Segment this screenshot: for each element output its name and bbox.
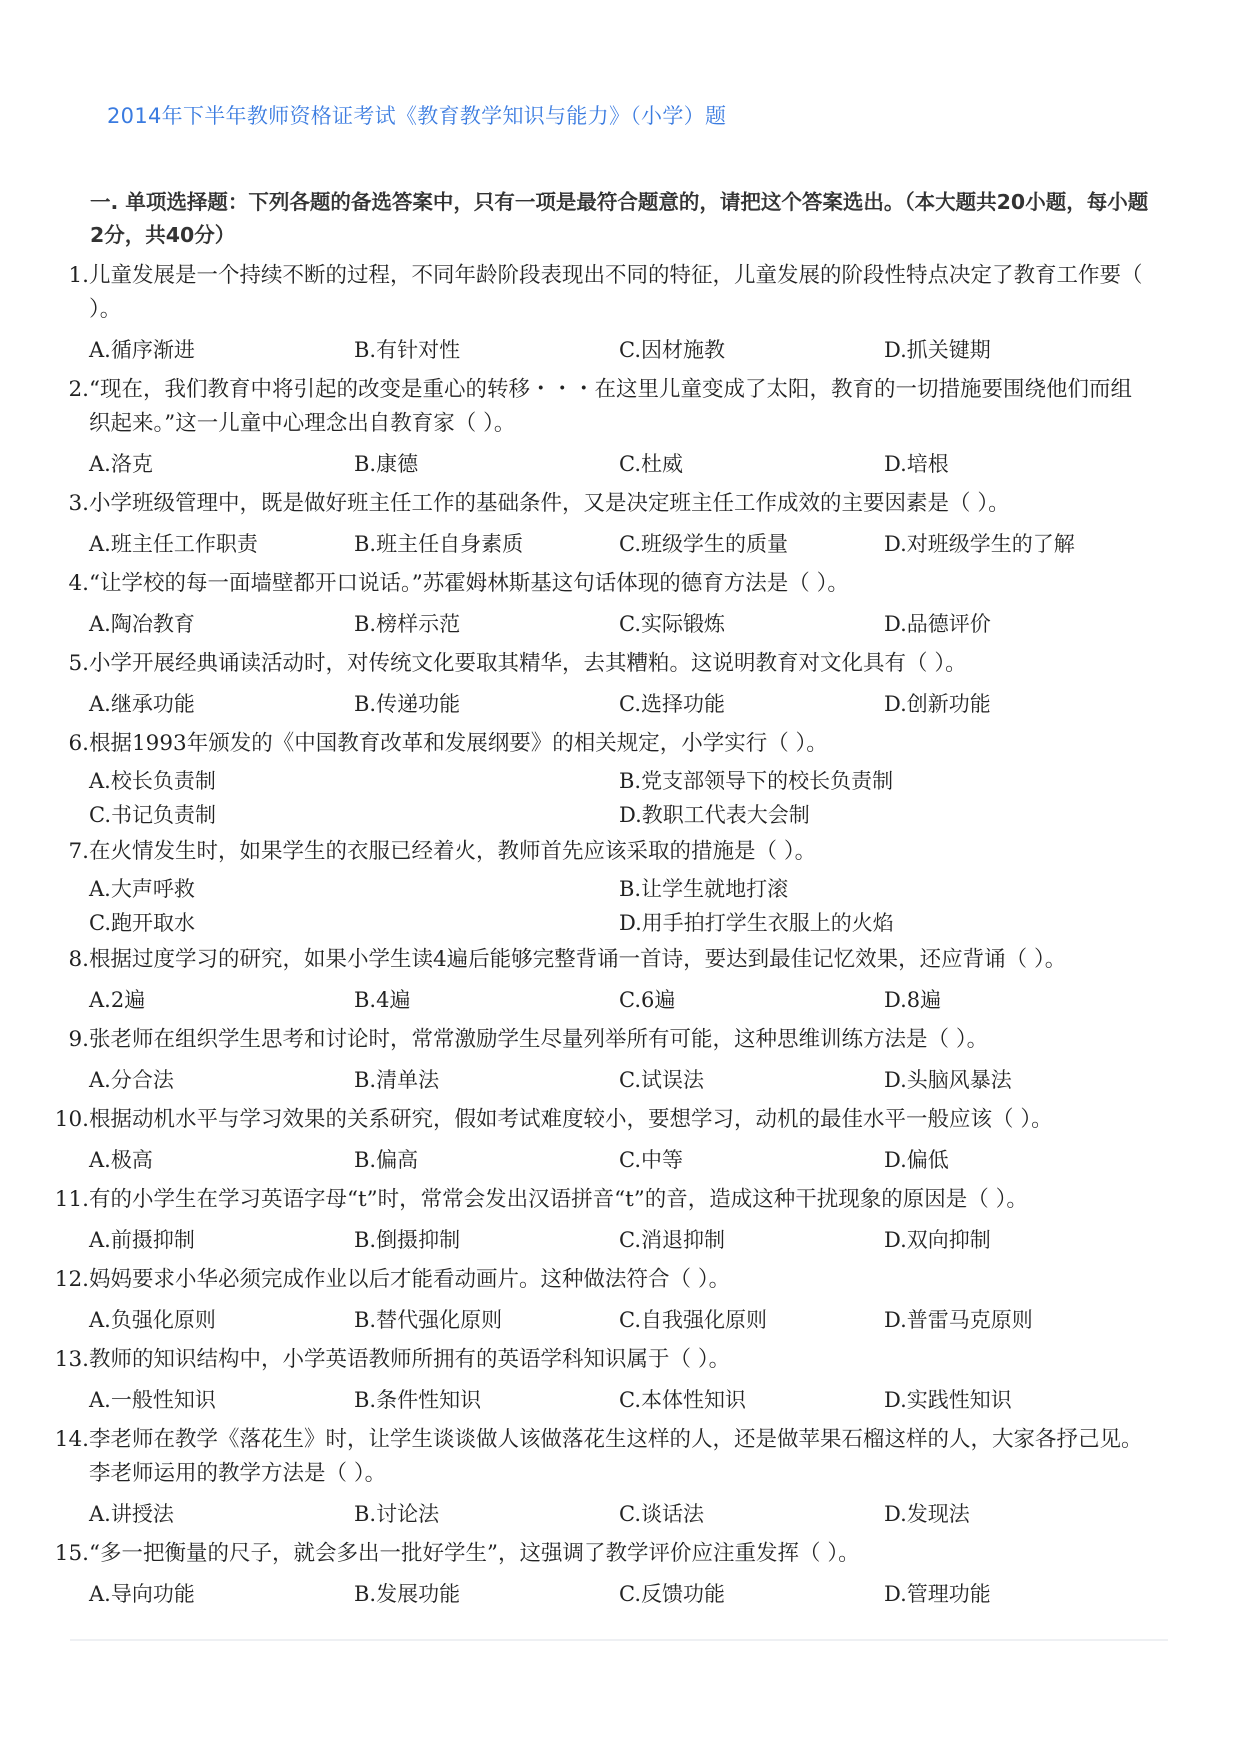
question-stem [0,644,1149,684]
answer-option[interactable]: B.倒摄抑制 [354,1228,461,1252]
question-stem [0,1180,1149,1220]
question-text: 教师的知识结构中，小学英语教师所拥有的英语学科知识属于（ ）。 [89,1347,731,1372]
question-number: 1. [68,263,89,288]
question-stem [0,370,1149,444]
question-text: 根据动机水平与学习效果的关系研究，假如考试难度较小，要想学习，动机的最佳水平一般应该（ ）。 [89,1107,1053,1132]
question-item [0,1534,1240,1614]
options-row [89,604,1240,644]
options-row [89,798,1240,832]
question-number: 10. [54,1107,89,1132]
options-row [89,444,1240,484]
answer-option[interactable]: A.循序渐进 [89,338,195,362]
answer-option[interactable]: C.书记负责制 [89,803,216,827]
question-stem [0,564,1149,604]
answer-option[interactable]: B.传递功能 [354,692,461,716]
question-item [0,1180,1240,1260]
answer-option[interactable]: D.实践性知识 [884,1388,1012,1412]
question-item [0,1340,1240,1420]
answer-option[interactable]: B.4遍 [354,988,411,1012]
question-text: 小学班级管理中，既是做好班主任工作的基础条件，又是决定班主任工作成效的主要因素是（ ）。 [89,491,1010,516]
answer-option[interactable]: D.发现法 [884,1502,970,1526]
question-number: 12. [54,1267,89,1292]
answer-option[interactable]: A.负强化原则 [89,1308,216,1332]
question-number: 4. [68,571,89,596]
question-item [0,484,1240,564]
question-stem [0,1260,1149,1300]
options-row [89,1574,1240,1614]
question-number: 6. [68,731,89,756]
answer-option[interactable]: B.让学生就地打滚 [619,877,789,901]
question-number: 8. [68,947,89,972]
answer-option[interactable]: C.因材施教 [619,338,725,362]
answer-option[interactable]: D.对班级学生的了解 [884,532,1075,556]
question-number: 15. [54,1541,89,1566]
options-row [89,1380,1240,1420]
answer-option[interactable]: B.讨论法 [354,1502,440,1526]
answer-option[interactable]: A.陶冶教育 [89,612,195,636]
question-number: 13. [54,1347,89,1372]
question-stem [0,1020,1149,1060]
question-text: 根据过度学习的研究，如果小学生读4遍后能够完整背诵一首诗，要达到最佳记忆效果，还应背诵（ ）。 [89,947,1067,972]
question-item [0,644,1240,724]
question-stem [0,1420,1149,1494]
question-text: 张老师在组织学生思考和讨论时，常常激励学生尽量列举所有可能，这种思维训练方法是（ ）。 [89,1027,989,1052]
answer-option[interactable]: C.实际锻炼 [619,612,725,636]
options-row [89,1060,1240,1100]
section-heading: 一. 单项选择题：下列各题的备选答案中，只有一项是最符合题意的，请把这个答案选出。（本大题共20小题，每小题2分，共40分） [90,190,1149,247]
answer-option[interactable]: C.自我强化原则 [619,1308,767,1332]
answer-option[interactable]: B.康德 [354,452,419,476]
answer-option[interactable]: B.有针对性 [354,338,461,362]
options-row [89,764,1240,798]
question-stem [0,1534,1149,1574]
answer-option[interactable]: C.选择功能 [619,692,725,716]
answer-option[interactable]: D.教职工代表大会制 [619,803,810,827]
answer-option[interactable]: D.头脑风暴法 [884,1068,1012,1092]
question-item [0,1260,1240,1340]
answer-option[interactable]: A.洛克 [89,452,153,476]
question-text: 在火情发生时，如果学生的衣服已经着火，教师首先应该采取的措施是（ ）。 [89,839,817,864]
question-text: “现在，我们教育中将引起的改变是重心的转移・・・在这里儿童变成了太阳，教育的一切措施要围绕他们而组织起来。”这一儿童中心理念出自教育家（ ）。 [89,377,1132,436]
answer-option[interactable]: B.榜样示范 [354,612,461,636]
answer-option[interactable]: B.清单法 [354,1068,440,1092]
question-number: 5. [68,651,89,676]
answer-option[interactable]: A.导向功能 [89,1582,195,1606]
answer-option[interactable]: A.大声呼救 [89,877,195,901]
question-item [0,1100,1240,1180]
answer-option[interactable]: A.2遍 [89,988,146,1012]
question-list [0,256,1240,1614]
answer-option[interactable]: A.继承功能 [89,692,195,716]
question-stem [0,1100,1149,1140]
answer-option[interactable]: B.班主任自身素质 [354,532,524,556]
answer-option[interactable]: D.品德评价 [884,612,991,636]
answer-option[interactable]: C.跑开取水 [89,911,195,935]
question-text: 儿童发展是一个持续不断的过程，不同年龄阶段表现出不同的特征，儿童发展的阶段性特点决定了教育工作要（ ）。 [89,263,1143,322]
answer-option[interactable]: D.抓关键期 [884,338,991,362]
answer-option[interactable]: A.一般性知识 [89,1388,216,1412]
answer-option[interactable]: C.试误法 [619,1068,704,1092]
answer-option[interactable]: B.党支部领导下的校长负责制 [619,769,894,793]
options-row [89,1494,1240,1534]
question-item [0,1020,1240,1100]
answer-option[interactable]: B.替代强化原则 [354,1308,503,1332]
question-item [0,370,1240,484]
answer-option[interactable]: C.中等 [619,1148,683,1172]
answer-option[interactable]: C.杜威 [619,452,683,476]
answer-option[interactable]: D.管理功能 [884,1582,991,1606]
question-text: 有的小学生在学习英语字母“t”时，常常会发出汉语拼音“t”的音，造成这种干扰现象的原因是（ ）。 [89,1187,1028,1212]
options-row [89,1220,1240,1260]
question-number: 14. [54,1427,89,1452]
question-text: 根据1993年颁发的《中国教育改革和发展纲要》的相关规定，小学实行（ ）。 [89,731,828,756]
answer-option[interactable]: D.偏低 [884,1148,949,1172]
question-text: 李老师在教学《落花生》时，让学生谈谈做人该做落花生这样的人，还是做苹果石榴这样的人，大家各抒己见。李老师运用的教学方法是（ ）。 [89,1427,1143,1486]
question-number: 2. [68,377,89,402]
answer-option[interactable]: C.消退抑制 [619,1228,725,1252]
question-item [0,256,1240,370]
question-stem [0,256,1149,330]
question-text: 妈妈要求小华必须完成作业以后才能看动画片。这种做法符合（ ）。 [89,1267,731,1292]
divider [70,1639,1168,1641]
options-row [89,980,1240,1020]
answer-option[interactable]: A.极高 [89,1148,153,1172]
question-stem [0,724,1149,764]
options-row [89,1300,1240,1340]
question-number: 3. [68,491,89,516]
answer-option[interactable]: C.反馈功能 [619,1582,725,1606]
question-text: “多一把衡量的尺子，就会多出一批好学生”，这强调了教学评价应注重发挥（ ）。 [89,1541,860,1566]
answer-option[interactable]: B.发展功能 [354,1582,461,1606]
options-row [89,524,1240,564]
question-stem [0,484,1149,524]
options-row [89,906,1240,940]
answer-option[interactable]: C.本体性知识 [619,1388,746,1412]
question-item [0,940,1240,1020]
document-title: 2014年下半年教师资格证考试《教育教学知识与能力》（小学）题 [107,104,727,128]
question-text: “让学校的每一面墙壁都开口说话。”苏霍姆林斯基这句话体现的德育方法是（ ）。 [89,571,849,596]
question-number: 11. [54,1187,89,1212]
answer-option[interactable]: D.用手拍打学生衣服上的火焰 [619,911,894,935]
answer-option[interactable]: C.班级学生的质量 [619,532,788,556]
options-row [89,684,1240,724]
question-stem [0,940,1149,980]
question-text: 小学开展经典诵读活动时，对传统文化要取其精华，去其糟粕。这说明教育对文化具有（ ）。 [89,651,967,676]
answer-option[interactable]: D.创新功能 [884,692,991,716]
answer-option[interactable]: D.普雷马克原则 [884,1308,1033,1332]
answer-option[interactable]: B.条件性知识 [354,1388,482,1412]
options-row [89,872,1240,906]
options-row [89,330,1240,370]
question-item [0,1420,1240,1534]
answer-option[interactable]: A.前摄抑制 [89,1228,195,1252]
answer-option[interactable]: A.校长负责制 [89,769,216,793]
question-item [0,832,1240,940]
answer-option[interactable]: A.分合法 [89,1068,174,1092]
answer-option[interactable]: D.培根 [884,452,949,476]
question-item [0,564,1240,644]
options-row [89,1140,1240,1180]
answer-option[interactable]: D.双向抑制 [884,1228,991,1252]
answer-option[interactable]: A.班主任工作职责 [89,532,258,556]
question-stem [0,1340,1149,1380]
question-item [0,724,1240,832]
answer-option[interactable]: D.8遍 [884,988,942,1012]
answer-option[interactable]: C.谈话法 [619,1502,704,1526]
answer-option[interactable]: C.6遍 [619,988,676,1012]
answer-option[interactable]: B.偏高 [354,1148,419,1172]
question-number: 9. [68,1027,89,1052]
question-stem [0,832,1149,872]
answer-option[interactable]: A.讲授法 [89,1502,174,1526]
question-number: 7. [68,839,89,864]
